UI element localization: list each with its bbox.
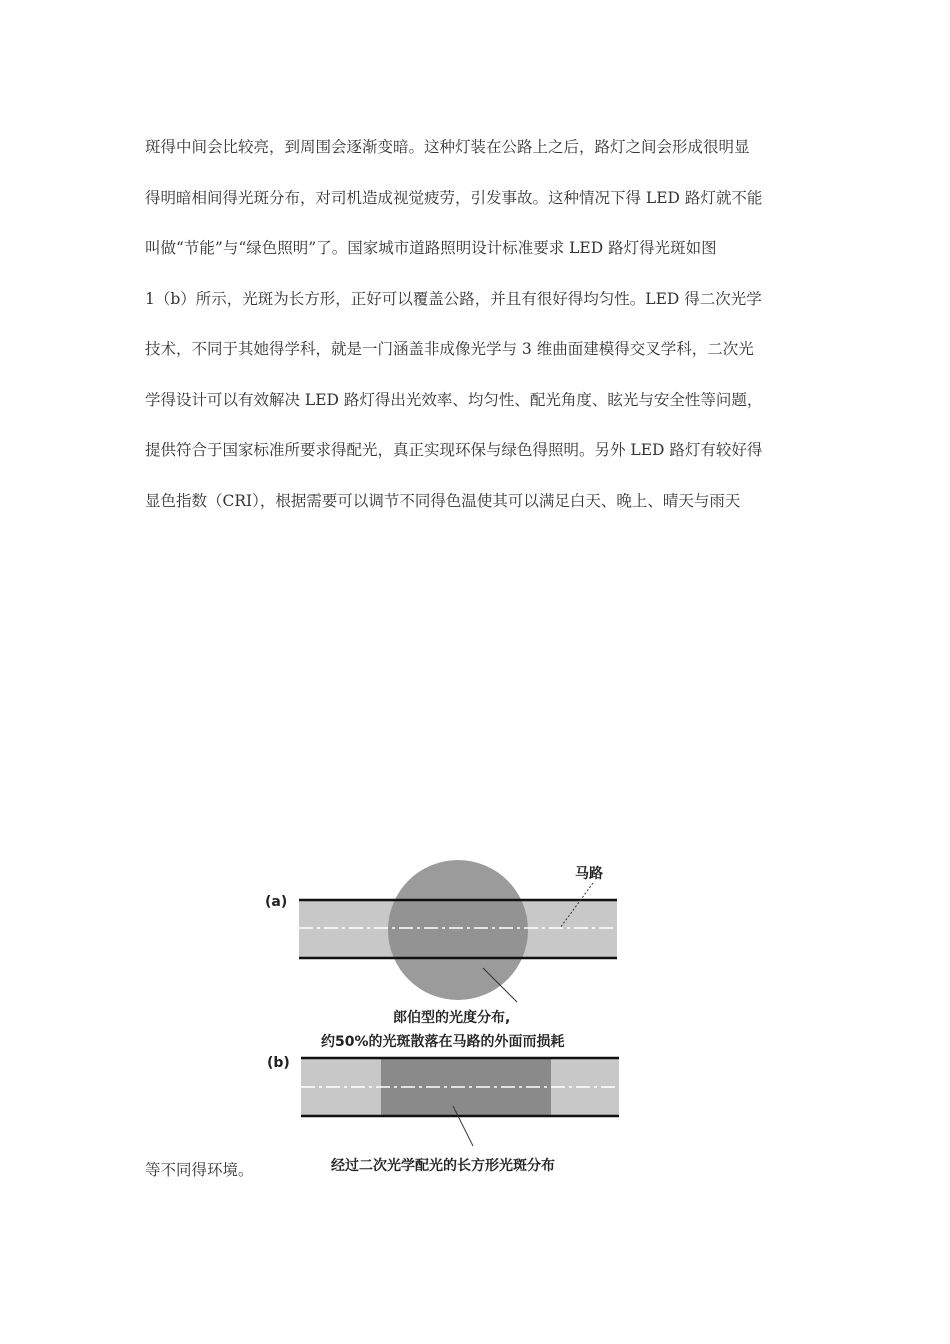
paragraph-line: 得明暗相间得光斑分布，对司机造成视觉疲劳，引发事故。这种情况下得 LED 路灯就不能	[145, 188, 763, 207]
paragraph-line: 提供符合于国家标准所要求得配光，真正实现环保与绿色得照明。另外 LED 路灯有较好得	[145, 441, 763, 459]
body-paragraph	[145, 122, 810, 526]
paragraph-line: 显色指数（CRI），根据需要可以调节不同得色温使其可以满足白天、晚上、晴天与雨天	[145, 491, 741, 510]
caption-b: 经过二次光学配光的长方形光斑分布	[331, 1158, 555, 1174]
caption-a-line2: 约50%的光斑散落在马路的外面而损耗	[321, 1034, 565, 1050]
paragraph-line: 学得设计可以有效解决 LED 路灯得出光效率、均匀性、配光角度、眩光与安全性等问题，	[145, 390, 763, 409]
paragraph-line: 1（b）所示，光斑为长方形，正好可以覆盖公路，并且有很好得均匀性。LED 得二次光学	[145, 289, 762, 308]
light-spot-figure	[255, 850, 635, 1180]
label-a: (a)	[265, 894, 288, 910]
tail-text: 等不同得环境。	[145, 1161, 254, 1179]
label-b: (b)	[267, 1055, 290, 1071]
paragraph-line: 斑得中间会比较亮，到周围会逐渐变暗。这种灯装在公路上之后，路灯之间会形成很明显	[145, 138, 750, 156]
light-spot-diagram	[255, 850, 635, 1180]
paragraph-line: 技术，不同于其她得学科，就是一门涵盖非成像光学与 3 维曲面建模得交叉学科，二次光	[145, 340, 754, 358]
lambertian-spot	[388, 860, 528, 1000]
road-label: 马路	[575, 866, 603, 882]
paragraph-line: 叫做“节能”与“绿色照明”了。国家城市道路照明设计标准要求 LED 路灯得光斑如图	[145, 239, 717, 257]
caption-a-line1: 郎伯型的光度分布,	[393, 1010, 511, 1026]
